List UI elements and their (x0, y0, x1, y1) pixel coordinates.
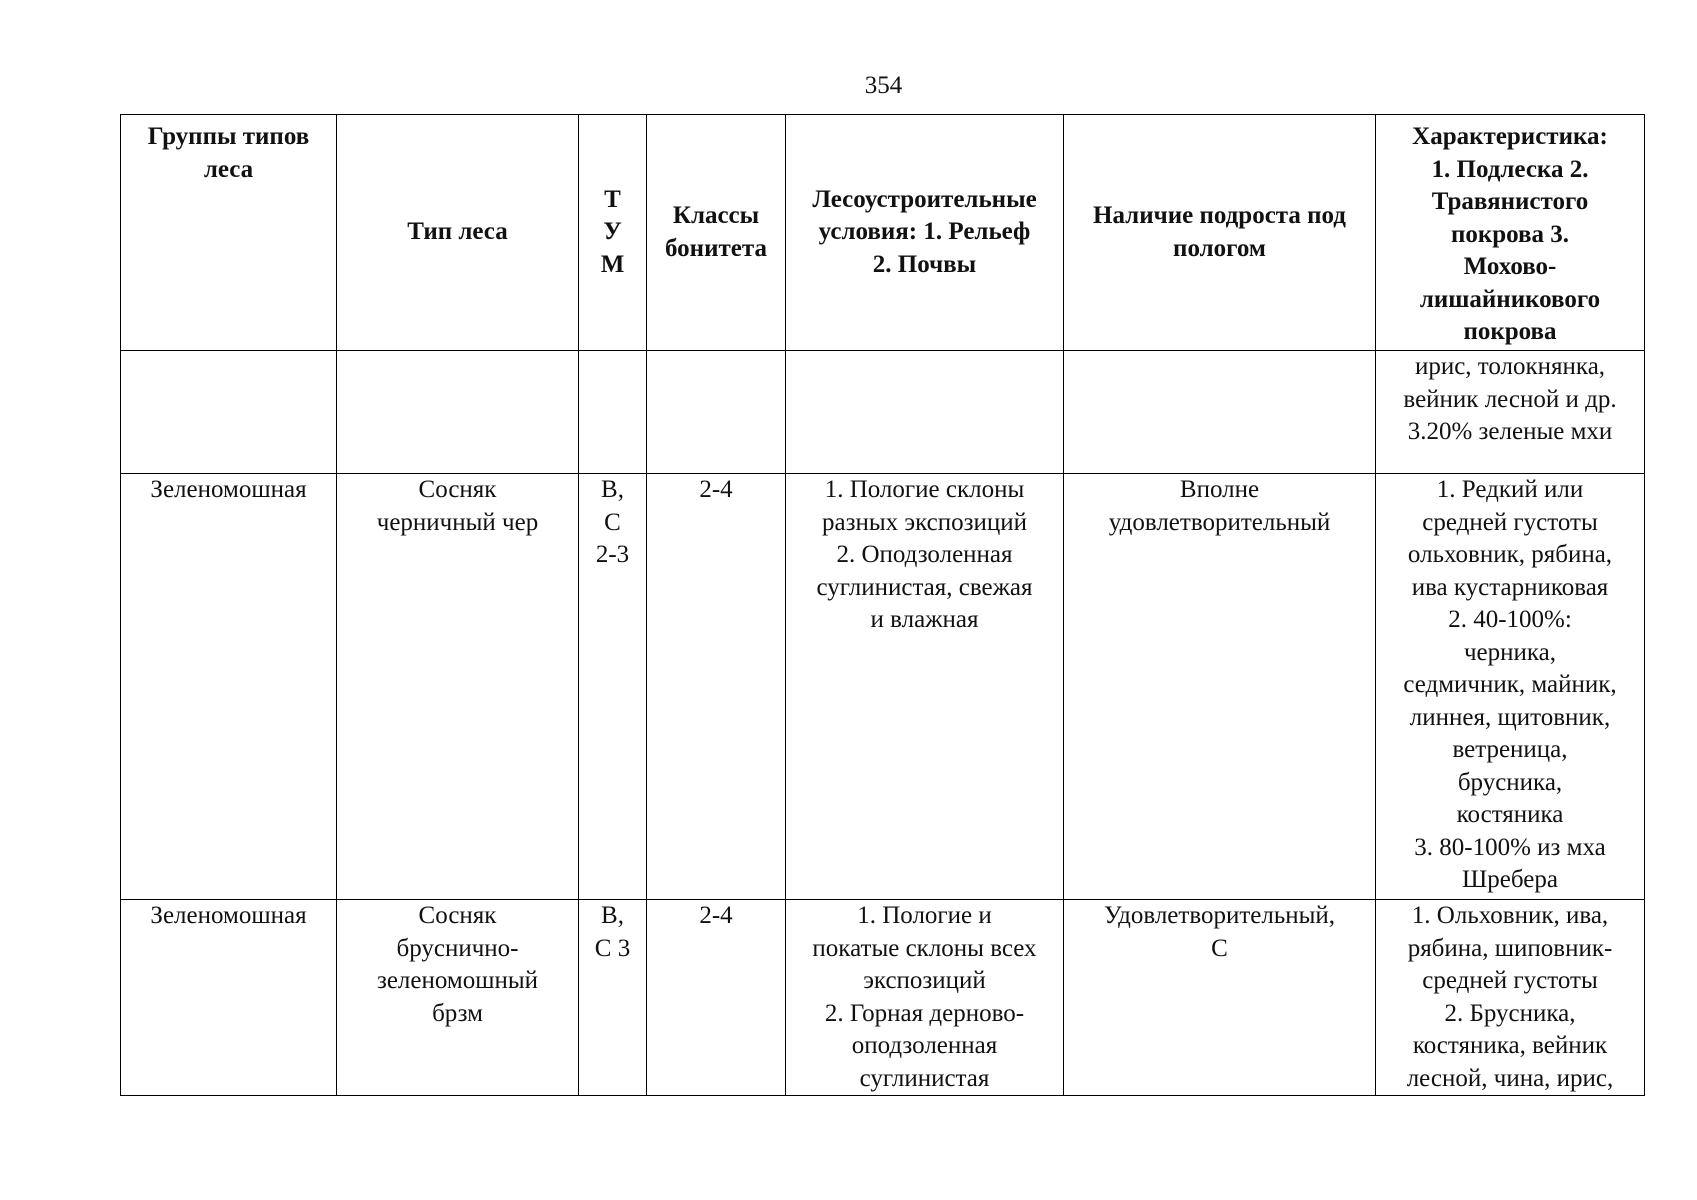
page-number: 354 (864, 72, 903, 99)
header-characteristic: Характеристика: 1. Подлеска 2. Травянистого покрова 3. Мохово- лишайникового покрова (1376, 115, 1645, 351)
cell-characteristic: ирис, толокнянка, вейник лесной и др. 3.20% зеленые мхи (1376, 351, 1645, 474)
cell-group: Зеленомошная (121, 474, 337, 900)
forest-types-table (120, 114, 1645, 1096)
cell-tum: В, С 3 (579, 900, 647, 1096)
cell-characteristic: 1. Редкий или средней густоты ольховник, рябина, ива кустарниковая 2. 40-100%: черника, седмичник, майник, линнея, щитовник, ветреница, брусника, костяника 3. 80-100% из мха Шребера (1376, 474, 1645, 900)
cell-tum: В, С 2-3 (579, 474, 647, 900)
table-row (121, 474, 1645, 900)
header-forest-conditions: Лесоустроительные условия: 1. Рельеф 2. Почвы (786, 115, 1064, 351)
header-forest-group: Группы типов леса (121, 115, 337, 351)
cell-type (337, 351, 579, 474)
header-undergrowth: Наличие подроста под пологом (1064, 115, 1376, 351)
table-header-row (121, 115, 1645, 351)
cell-conditions (786, 351, 1064, 474)
cell-conditions: 1. Пологие склоны разных экспозиций 2. Оподзоленная суглинистая, свежая и влажная (786, 474, 1064, 900)
cell-undergrowth (1064, 351, 1376, 474)
cell-undergrowth: Вполне удовлетворительный (1064, 474, 1376, 900)
cell-bonitet: 2-4 (647, 474, 786, 900)
cell-group: Зеленомошная (121, 900, 337, 1096)
cell-characteristic: 1. Ольховник, ива, рябина, шиповник- средней густоты 2. Брусника, костяника, вейник лесной, чина, ирис, (1376, 900, 1645, 1096)
cell-undergrowth: Удовлетворительный, С (1064, 900, 1376, 1096)
header-tum: Т У М (579, 115, 647, 351)
header-bonitet-class: Классы бонитета (647, 115, 786, 351)
cell-type: Сосняк черничный чер (337, 474, 579, 900)
cell-bonitet (647, 351, 786, 474)
table-row (121, 351, 1645, 474)
cell-type: Сосняк бруснично- зеленомошный брзм (337, 900, 579, 1096)
cell-conditions: 1. Пологие и покатые склоны всех экспозиций 2. Горная дерново- оподзоленная суглинистая (786, 900, 1064, 1096)
header-forest-type: Тип леса (337, 115, 579, 351)
table-row (121, 900, 1645, 1096)
cell-tum (579, 351, 647, 474)
cell-bonitet: 2-4 (647, 900, 786, 1096)
cell-group (121, 351, 337, 474)
